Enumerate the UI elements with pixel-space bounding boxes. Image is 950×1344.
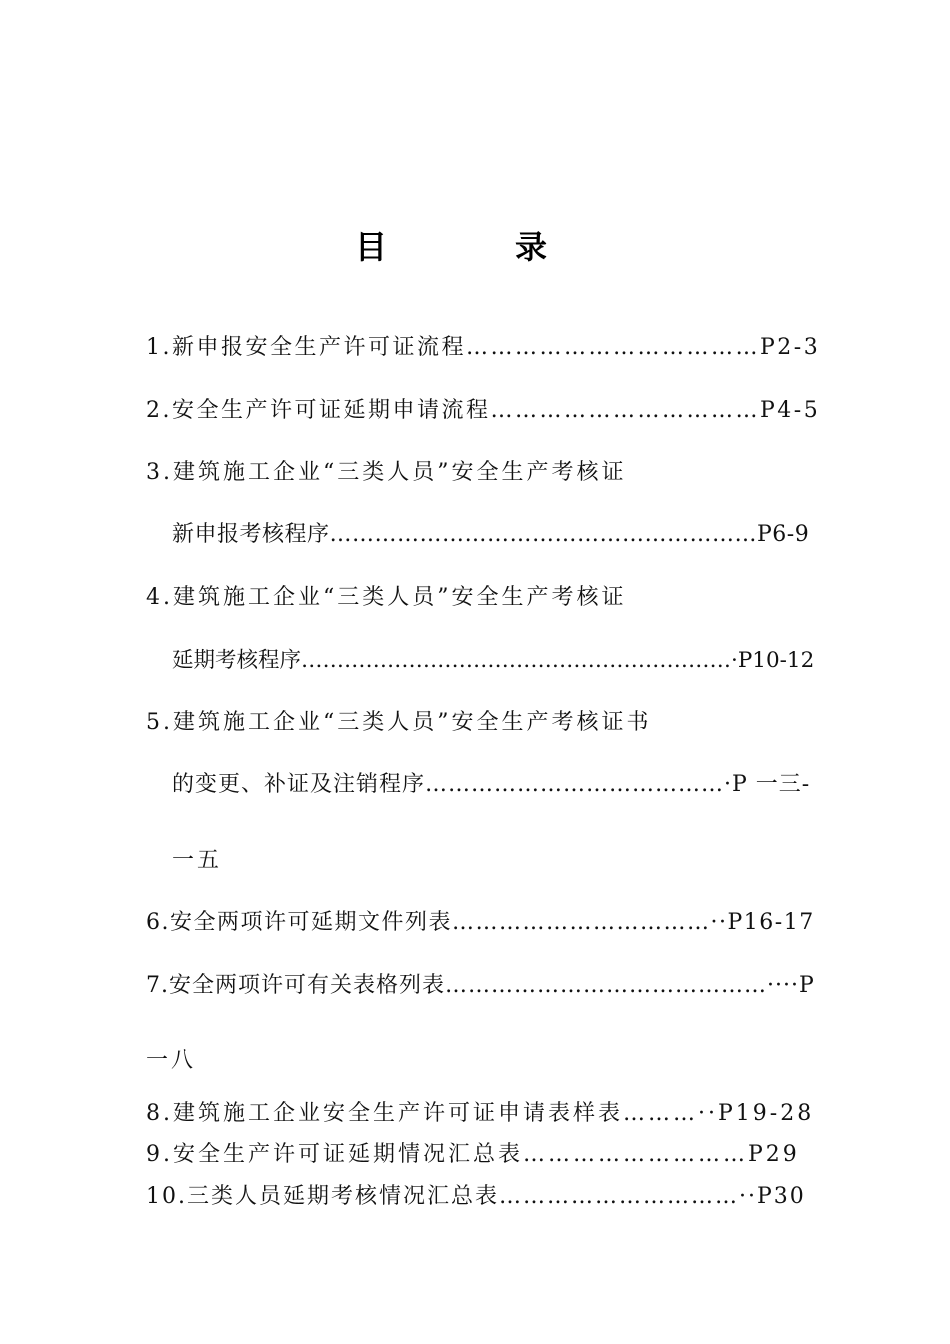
toc-entry-7-line-2: 一八 bbox=[146, 1048, 197, 1073]
toc-entry-2: 2.安全生产许可证延期申请流程……………………………P4-5 bbox=[146, 398, 821, 423]
toc-entry-10: 10.三类人员延期考核情况汇总表…………………………··P30 bbox=[146, 1184, 806, 1209]
toc-entry-7-line-1: 7.安全两项许可有关表格列表……………………………………····P bbox=[146, 973, 815, 998]
toc-entry-1: 1.新申报安全生产许可证流程………………………………P2-3 bbox=[146, 335, 821, 360]
toc-entry-9: 9.安全生产许可证延期情况汇总表………………………P29 bbox=[146, 1142, 800, 1167]
toc-entry-4-line-2: 延期考核程序……………………………………………………·P10-12 bbox=[172, 648, 815, 673]
toc-entry-3-line-1: 3.建筑施工企业“三类人员”安全生产考核证 bbox=[146, 460, 627, 485]
page-title: 目 录 bbox=[354, 228, 595, 266]
toc-entry-6: 6.安全两项许可延期文件列表……………………………··P16-17 bbox=[146, 910, 815, 935]
toc-entry-5-line-1: 5.建筑施工企业“三类人员”安全生产考核证书 bbox=[146, 710, 652, 735]
toc-entry-4-line-1: 4.建筑施工企业“三类人员”安全生产考核证 bbox=[146, 585, 627, 610]
toc-entry-5-line-3: 一五 bbox=[172, 848, 223, 873]
toc-entry-8: 8.建筑施工企业安全生产许可证申请表样表………··P19-28 bbox=[146, 1101, 815, 1126]
toc-entry-3-line-2: 新申报考核程序…………………………………………………P6-9 bbox=[172, 522, 810, 547]
toc-entry-5-line-2: 的变更、补证及注销程序…………………………………·P 一三- bbox=[172, 772, 811, 797]
